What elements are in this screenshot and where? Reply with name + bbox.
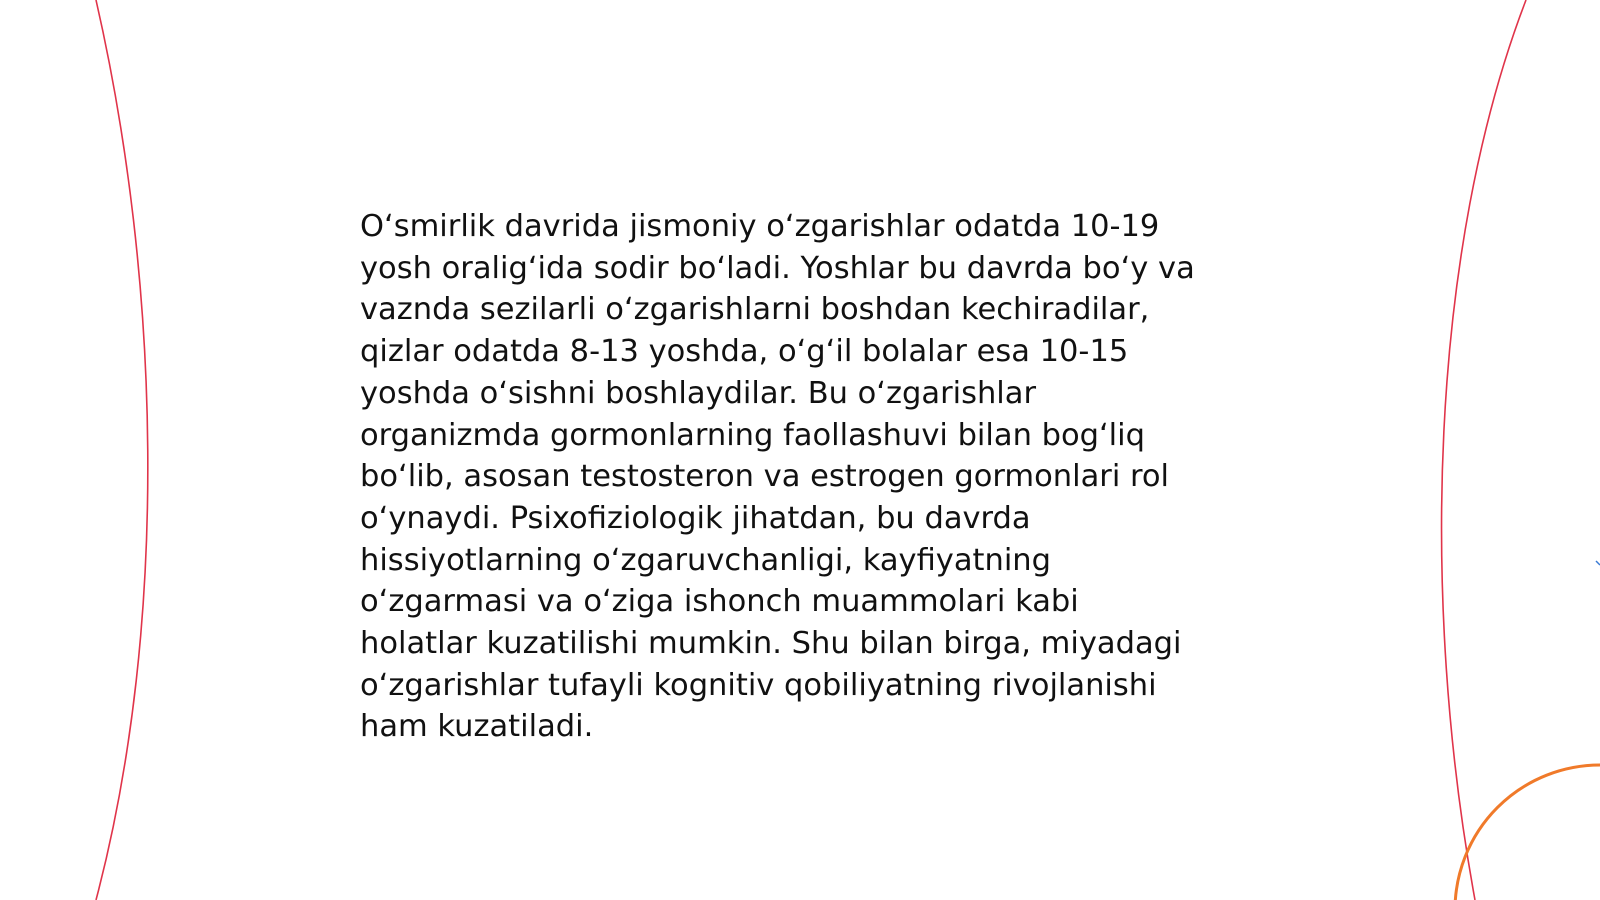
right-red-curve [1442,0,1526,900]
small-accent-mark [1596,561,1600,565]
left-red-curve [96,0,148,900]
orange-circle [1455,765,1600,900]
body-paragraph: O‘smirlik davrida jismoniy o‘zgarishlar odatda 10-19 yosh oralig‘ida sodir bo‘ladi. Yoshlar bu davrda bo‘y va vaznda sezilarli o‘zgarishlarni boshdan kechiradilar, qizlar odatda 8-13 yoshda, o‘g‘il bolalar esa 10-15 yoshda o‘sishni boshlaydilar. Bu o‘zgarishlar organizmda gormonlarning faollashuvi bilan bog‘liq bo‘lib, asosan testosteron va estrogen gormonlari rol o‘ynaydi. Psixofiziologik jihatdan, bu davrda hissiyotlarning o‘zgaruvchanligi, kayfiyatning o‘zgarmasi va o‘ziga ishonch muammolari kabi holatlar kuzatilishi mumkin. Shu bilan birga, miyadagi o‘zgarishlar tufayli kognitiv qobiliyatning rivojlanishi ham kuzatiladi. [360,209,1195,745]
